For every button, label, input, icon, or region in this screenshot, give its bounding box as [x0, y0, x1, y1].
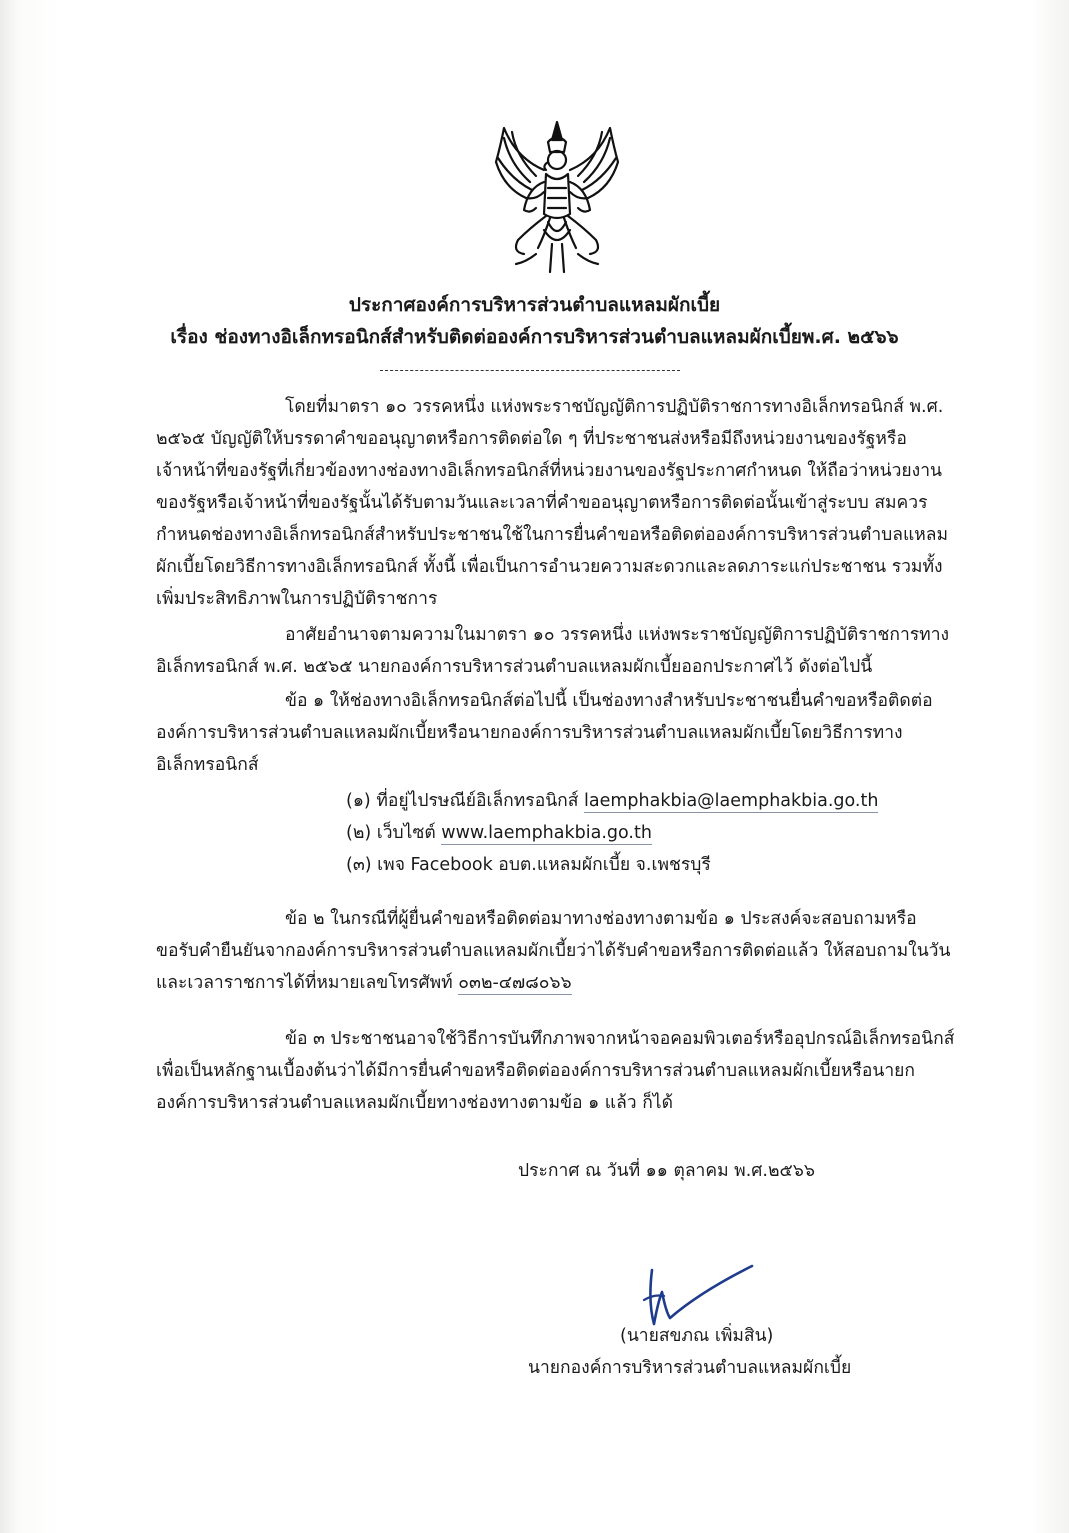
website-link[interactable]: www.laemphakbia.go.th [441, 823, 652, 843]
channel-website [346, 821, 652, 845]
paragraph-line: เจ้าหน้าที่ของรัฐที่เกี่ยวข้องทางช่องทางอิเล็กทรอนิกส์ที่หน่วยงานของรัฐประกาศกำหนด ให้ถือว่าหน่วยงาน [156, 461, 943, 481]
clause-2-line: ข้อ ๒ ในกรณีที่ผู้ยื่นคำขอหรือติดต่อมาทางช่องทางตามข้อ ๑ ประสงค์จะสอบถามหรือ [285, 909, 917, 929]
channel-email-label: (๑) ที่อยู่ไปรษณีย์อิเล็กทรอนิกส์ [346, 791, 585, 811]
channel-email [346, 789, 878, 813]
clause-1-line: องค์การบริหารส่วนตำบลแหลมผักเบี้ยหรือนายกองค์การบริหารส่วนตำบลแหลมผักเบี้ยโดยวิธีการทาง [156, 723, 903, 743]
paragraph-line: เพิ่มประสิทธิภาพในการปฏิบัติราชการ [156, 589, 438, 609]
clause-3-line: องค์การบริหารส่วนตำบลแหลมผักเบี้ยทางช่องทางตามข้อ ๑ แล้ว ก็ได้ [156, 1093, 673, 1113]
channel-facebook: (๓) เพจ Facebook อบต.แหลมผักเบี้ย จ.เพชรบุรี [346, 855, 711, 875]
clause-1-line: อิเล็กทรอนิกส์ [156, 755, 259, 775]
clause-3-line: ข้อ ๓ ประชาชนอาจใช้วิธีการบันทึกภาพจากหน้าจอคอมพิวเตอร์หรืออุปกรณ์อิเล็กทรอนิกส์ [285, 1029, 955, 1049]
announcement-subject: เรื่อง ช่องทางอิเล็กทรอนิกส์สำหรับติดต่อองค์การบริหารส่วนตำบลแหลมผักเบี้ยพ.ศ. ๒๕๖๖ [170, 326, 899, 348]
clause-1-line: ข้อ ๑ ให้ช่องทางอิเล็กทรอนิกส์ต่อไปนี้ เป็นช่องทางสำหรับประชาชนยื่นคำขอหรือติดต่อ [285, 691, 933, 711]
paragraph-line: โดยที่มาตรา ๑๐ วรรคหนึ่ง แห่งพระราชบัญญัติการปฏิบัติราชการทางอิเล็กทรอนิกส์ พ.ศ. [285, 397, 944, 417]
signer-name: (นายสขภณ เพิ่มสิน) [620, 1326, 774, 1346]
clause-2-prefix: และเวลาราชการได้ที่หมายเลขโทรศัพท์ [156, 973, 459, 993]
paragraph-line: ของรัฐหรือเจ้าหน้าที่ของรัฐนั้นได้รับตามวันและเวลาที่คำขออนุญาตหรือการติดต่อนั้นเข้าสู่ระบบ สมควร [156, 493, 928, 513]
phone-number: ๐๓๒-๔๗๘๐๖๖ [458, 973, 572, 993]
clause-2-line [156, 971, 572, 995]
announcement-title: ประกาศองค์การบริหารส่วนตำบลแหลมผักเบี้ย [348, 294, 721, 316]
paragraph-line: ผักเบี้ยโดยวิธีการทางอิเล็กทรอนิกส์ ทั้งนี้ เพื่อเป็นการอำนวยความสะดวกและลดภาระแก่ประชาชน รวมทั้ง [156, 557, 943, 577]
signer-title: นายกองค์การบริหารส่วนตำบลแหลมผักเบี้ย [528, 1358, 852, 1378]
announcement-date: ประกาศ ณ วันที่ ๑๑ ตุลาคม พ.ศ.๒๕๖๖ [518, 1161, 815, 1181]
garuda-emblem-icon [486, 118, 628, 278]
clause-3-line: เพื่อเป็นหลักฐานเบื้องต้นว่าได้มีการยื่นคำขอหรือติดต่อองค์การบริหารส่วนตำบลแหลมผักเบี้ยหรือนายก [156, 1061, 916, 1081]
signature [640, 1262, 760, 1332]
paragraph-line: อาศัยอำนาจตามความในมาตรา ๑๐ วรรคหนึ่ง แห่งพระราชบัญญัติการปฏิบัติราชการทาง [285, 625, 950, 645]
clause-2-line: ขอรับคำยืนยันจากองค์การบริหารส่วนตำบลแหลมผักเบี้ยว่าได้รับคำขอหรือการติดต่อแล้ว ให้สอบถามในวัน [156, 941, 951, 961]
divider [380, 370, 680, 371]
paragraph-line: กำหนดช่องทางอิเล็กทรอนิกส์สำหรับประชาชนใช้ในการยื่นคำขอหรือติดต่อองค์การบริหารส่วนตำบลแหลม [156, 525, 949, 545]
channel-website-label: (๒) เว็บไซต์ [346, 823, 442, 843]
email-link[interactable]: laemphakbia@laemphakbia.go.th [584, 791, 879, 811]
paragraph-line: อิเล็กทรอนิกส์ พ.ศ. ๒๕๖๕ นายกองค์การบริหารส่วนตำบลแหลมผักเบี้ยออกประกาศไว้ ดังต่อไปนี้ [156, 657, 873, 677]
paragraph-line: ๒๕๖๕ บัญญัติให้บรรดาคำขออนุญาตหรือการติดต่อใด ๆ ที่ประชาชนส่งหรือมีถึงหน่วยงานของรัฐหรือ [156, 429, 907, 449]
